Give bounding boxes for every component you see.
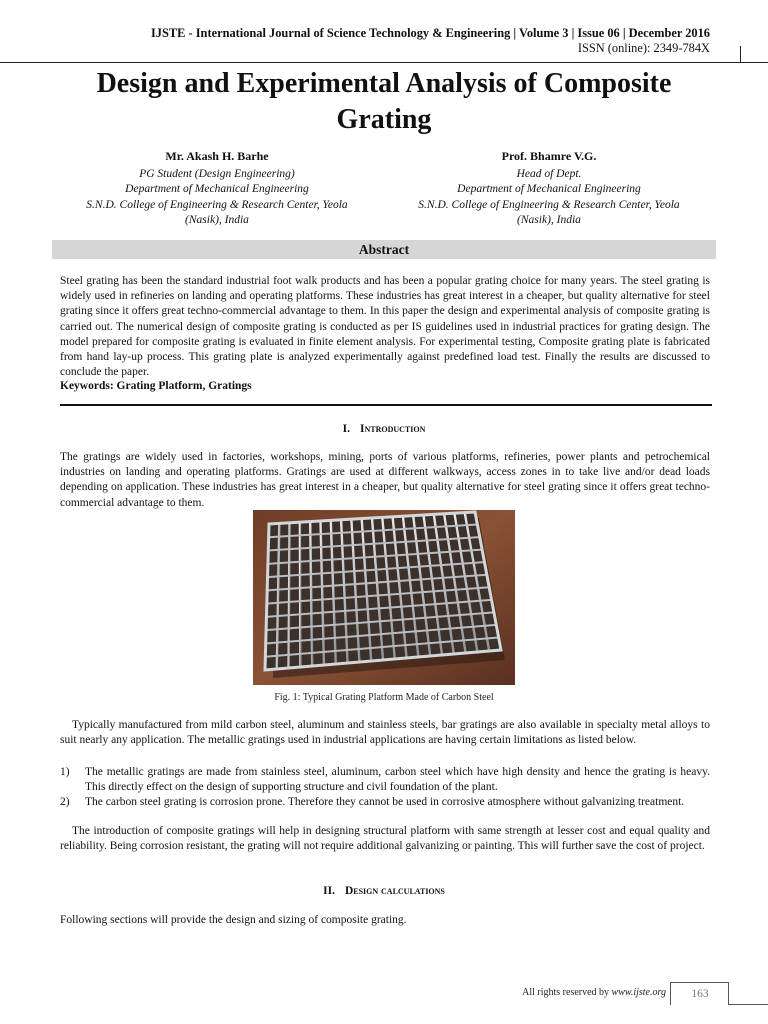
footer-rights bbox=[470, 987, 666, 998]
section-title: Design calculations bbox=[344, 885, 445, 897]
section-heading-introduction bbox=[0, 423, 768, 435]
list-item bbox=[60, 765, 710, 795]
issn-line: ISSN (online): 2349-784X bbox=[577, 41, 710, 55]
paper-title-line-1: Design and Experimental Analysis of Composite bbox=[96, 68, 672, 99]
journal-header bbox=[60, 26, 710, 56]
author-name: Mr. Akash H. Barhe bbox=[165, 149, 269, 163]
list-item-text: The carbon steel grating is corrosion prone. Therefore they cannot be used in corrosive atmosphere without galvanizing treatment. bbox=[85, 796, 685, 808]
paper-title-line-2: Grating bbox=[336, 104, 432, 135]
keywords: Keywords: Grating Platform, Gratings bbox=[60, 380, 252, 392]
footer-rights-text: All rights reserved by bbox=[522, 987, 612, 998]
paper-title bbox=[50, 66, 718, 138]
limitations-list bbox=[60, 765, 710, 810]
footer-site-link[interactable]: www.ijste.org bbox=[611, 987, 666, 998]
list-item bbox=[60, 795, 710, 810]
author-affiliation-line: Department of Mechanical Engineering bbox=[125, 183, 309, 195]
author-affiliation-line: S.N.D. College of Engineering & Research Center, Yeola bbox=[86, 198, 348, 211]
author-affiliation-line: Department of Mechanical Engineering bbox=[457, 183, 641, 195]
footer-rule-vertical bbox=[728, 982, 729, 1004]
footer-rule bbox=[728, 1004, 768, 1005]
list-item-text: The metallic gratings are made from stainless steel, aluminum, carbon steel which have high density and hence the grating is heavy. This directly effect on the design of supporting structure and civil foundation of the plant. bbox=[85, 766, 710, 793]
abstract-divider bbox=[60, 404, 712, 406]
author-affiliation-line: S.N.D. College of Engineering & Research Center, Yeola bbox=[418, 198, 680, 211]
list-item-number: 1) bbox=[60, 766, 70, 778]
abstract-heading: Abstract bbox=[52, 240, 716, 259]
header-rule bbox=[0, 62, 740, 63]
section-title: Introduction bbox=[359, 423, 426, 435]
author-block-2 bbox=[384, 149, 714, 229]
composite-intro-paragraph: The introduction of composite gratings will help in designing structural platform with same strength at lesser cost and equal quality and reliability. Being corrosion resistant, the grating will not require additional galvanizing or painting. This will further save the cost of project. bbox=[60, 825, 710, 853]
intro-paragraph: The gratings are widely used in factories, workshops, mining, ports of various platforms, refineries, power plants and petrochemical industries on landing and operating platforms. Gratings are used at different walkways, access zones in to take live and/or dead loads depending on application. These industries has great interest in a cheaper, but quality alternative for steel grating since it offers great techno-commercial advantage to them. bbox=[60, 451, 710, 509]
page-number: 163 bbox=[670, 982, 729, 1005]
list-item-number: 2) bbox=[60, 796, 70, 808]
abstract-text: Steel grating has been the standard industrial foot walk products and has been a popular grating choice for many years. The steel grating is widely used in refineries on landing and operating platforms. These industries has great interest in a cheaper, but quality alternative for steel grating since it offers great techno-commercial advantage to them. In this paper the design and experimental analysis of composite grating is carried out. The numerical design of composite grating is conducted as per IS guidelines used in industrial practices for grating design. The model prepared for composite grating is evaluated in finite element analysis. For experimental testing, Composite grating plate is fabricated from hand lay-up process. This grating plate is analyzed experimentally against predefined load test. Finally the results are discussed to conclude the paper. bbox=[60, 275, 710, 379]
author-name: Prof. Bhamre V.G. bbox=[501, 149, 597, 163]
author-affiliation-line: (Nasik), India bbox=[517, 214, 581, 226]
journal-title-line: IJSTE - International Journal of Science Technology & Engineering | Volume 3 | Issue 06 | December 2016 bbox=[150, 26, 710, 40]
section-number: I. bbox=[342, 423, 350, 435]
section-heading-design bbox=[0, 885, 768, 897]
header-rule-corner bbox=[740, 46, 768, 63]
author-affiliation-line: (Nasik), India bbox=[185, 214, 249, 226]
grating-photo-graphic bbox=[253, 510, 515, 685]
design-paragraph: Following sections will provide the design and sizing of composite grating. bbox=[60, 914, 407, 926]
limitations-paragraph: Typically manufactured from mild carbon steel, aluminum and stainless steels, bar gratings are also available in specialty metal alloys to suit nearly any application. The metallic gratings used in industrial applications are having certain limitations as listed below. bbox=[60, 719, 710, 747]
section-number: II. bbox=[323, 885, 335, 897]
author-affiliation-line: Head of Dept. bbox=[516, 167, 582, 180]
figure-caption: Fig. 1: Typical Grating Platform Made of Carbon Steel bbox=[274, 692, 494, 703]
figure-grating-photo bbox=[253, 510, 515, 685]
author-block-1 bbox=[52, 149, 382, 229]
author-affiliation-line: PG Student (Design Engineering) bbox=[139, 167, 295, 180]
